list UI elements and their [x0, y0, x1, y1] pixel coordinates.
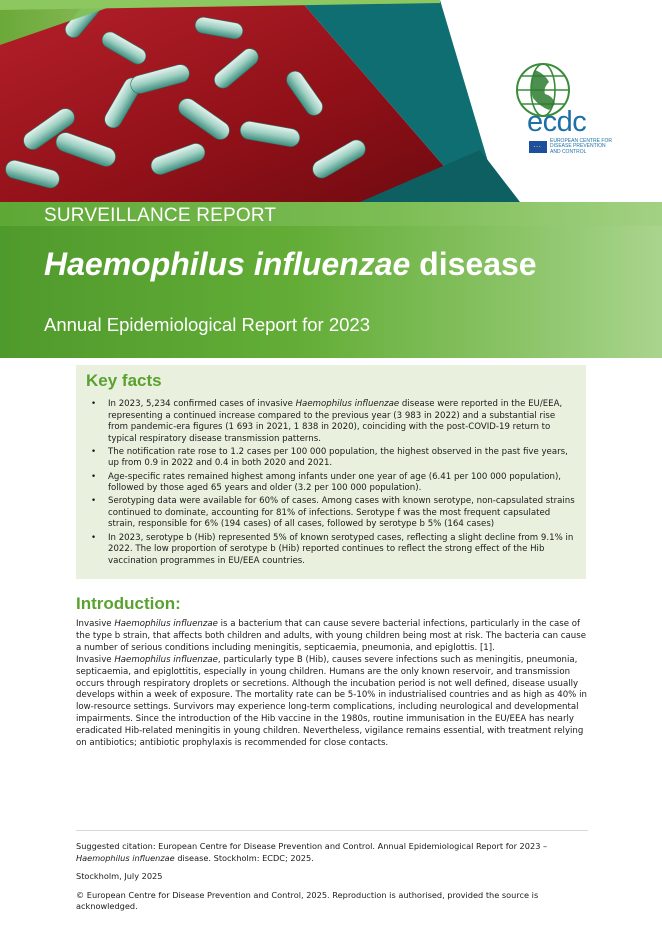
- paragraph: Invasive Haemophilus influenzae, particularly type B (Hib), causes severe infections such as meningitis, pneumonia, septicaemia, and epiglottitis, especially in young children. Humans are the only known reservoir, and transmission occurs through respiratory droplets or secretions. Although the incubation period is not well defined, disease usually develops within a week of exposure. The mortality rate can be 5-10% in industrialised countries and as high as 40% in low-resource settings. Survivors may experience long-term complications, including neurological and developmental impairments. Since the introduction of the Hib vaccine in the 1980s, routine immunisation in the EU/EEA has nearly eradicated Hib-related meningitis in young children. Nevertheless, vigilance remains essential, with treatment relying on antibiotics; antibiotic prophylaxis is recommended for close contacts.: [76, 654, 587, 749]
- list-item: • In 2023, serotype b (Hib) represented 5% of known serotyped cases, reflecting a slight decline from 9.1% in 2022. The low proportion of serotype b (Hib) reported continues to reflect the strong effect of the Hib vaccination programmes in EU/EEA countries.: [91, 532, 574, 566]
- list-item: • Age-specific rates remained highest among infants under one year of age (6.41 per 100 000 population), followed by those aged 65 years and older (3.2 per 100 000 population).: [91, 471, 562, 494]
- bullet-icon: •: [91, 399, 97, 409]
- title-band: [0, 202, 662, 358]
- introduction-body: [76, 619, 588, 750]
- key-facts-heading: Key facts: [86, 371, 162, 390]
- copyright: © European Centre for Disease Prevention and Control, 2025. Reproduction is authorised, provided the source is acknowledged.: [76, 889, 539, 911]
- paragraph: Invasive Haemophilus influenzae is a bacterium that can cause severe bacterial infections, particularly in the case of the type b strain, that affects both children and adults, with young children being most at risk. The bacteria can cause a number of serious conditions including meningitis, septicaemia, pneumonia, and epiglottis. [1].: [76, 619, 586, 653]
- title-organism: Haemophilus influenzae: [44, 246, 411, 282]
- list-item: • The notification rate rose to 1.2 cases per 100 000 population, the highest observed in the past five years, up from 0.9 in 2022 and 0.4 in both 2020 and 2021.: [91, 446, 568, 469]
- ecdc-wordmark: ecdc: [527, 106, 587, 138]
- agency-name: EUROPEAN CENTRE FOR DISEASE PREVENTION AND CONTROL: [550, 138, 612, 155]
- eu-flag-icon: ⋯: [529, 141, 547, 153]
- footer: [76, 841, 588, 920]
- key-facts-list: [86, 399, 576, 567]
- key-facts-box: [76, 365, 586, 579]
- introduction-heading: Introduction:: [76, 594, 181, 613]
- citation: Suggested citation: European Centre for Disease Prevention and Control. Annual Epidemiological Report for 2023 – Haemophilus influenzae disease. Stockholm: ECDC; 2025.: [76, 841, 548, 863]
- report-type: SURVEILLANCE REPORT: [44, 205, 277, 226]
- bullet-icon: •: [91, 446, 97, 457]
- footer-divider: [76, 830, 588, 831]
- bullet-icon: •: [91, 496, 97, 507]
- list-item: • In 2023, 5,234 confirmed cases of invasive Haemophilus influenzae disease were reported in the EU/EEA, representing a continued increase compared to the previous year (3 983 in 2022) and a substantial rise from pandemic-era figures (1 693 in 2021, 1 838 in 2020), coinciding with the post-COVID-19 return to typical respiratory disease transmission patterns.: [91, 399, 563, 444]
- title-disease: disease: [419, 246, 537, 282]
- page-title: [44, 246, 537, 283]
- ecdc-logo: [505, 58, 615, 158]
- bullet-icon: •: [91, 471, 97, 482]
- place-date: Stockholm, July 2025: [76, 871, 163, 881]
- page-subtitle: Annual Epidemiological Report for 2023: [44, 314, 371, 335]
- bullet-icon: •: [91, 532, 97, 543]
- list-item: • Serotyping data were available for 60% of cases. Among cases with known serotype, non-capsulated strains continued to dominate, accounting for 81% of infections. Serotype f was the most frequent capsulated strain, responsible for 6% (194 cases) of all cases, followed by serotype b 5% (164 cases): [91, 496, 575, 530]
